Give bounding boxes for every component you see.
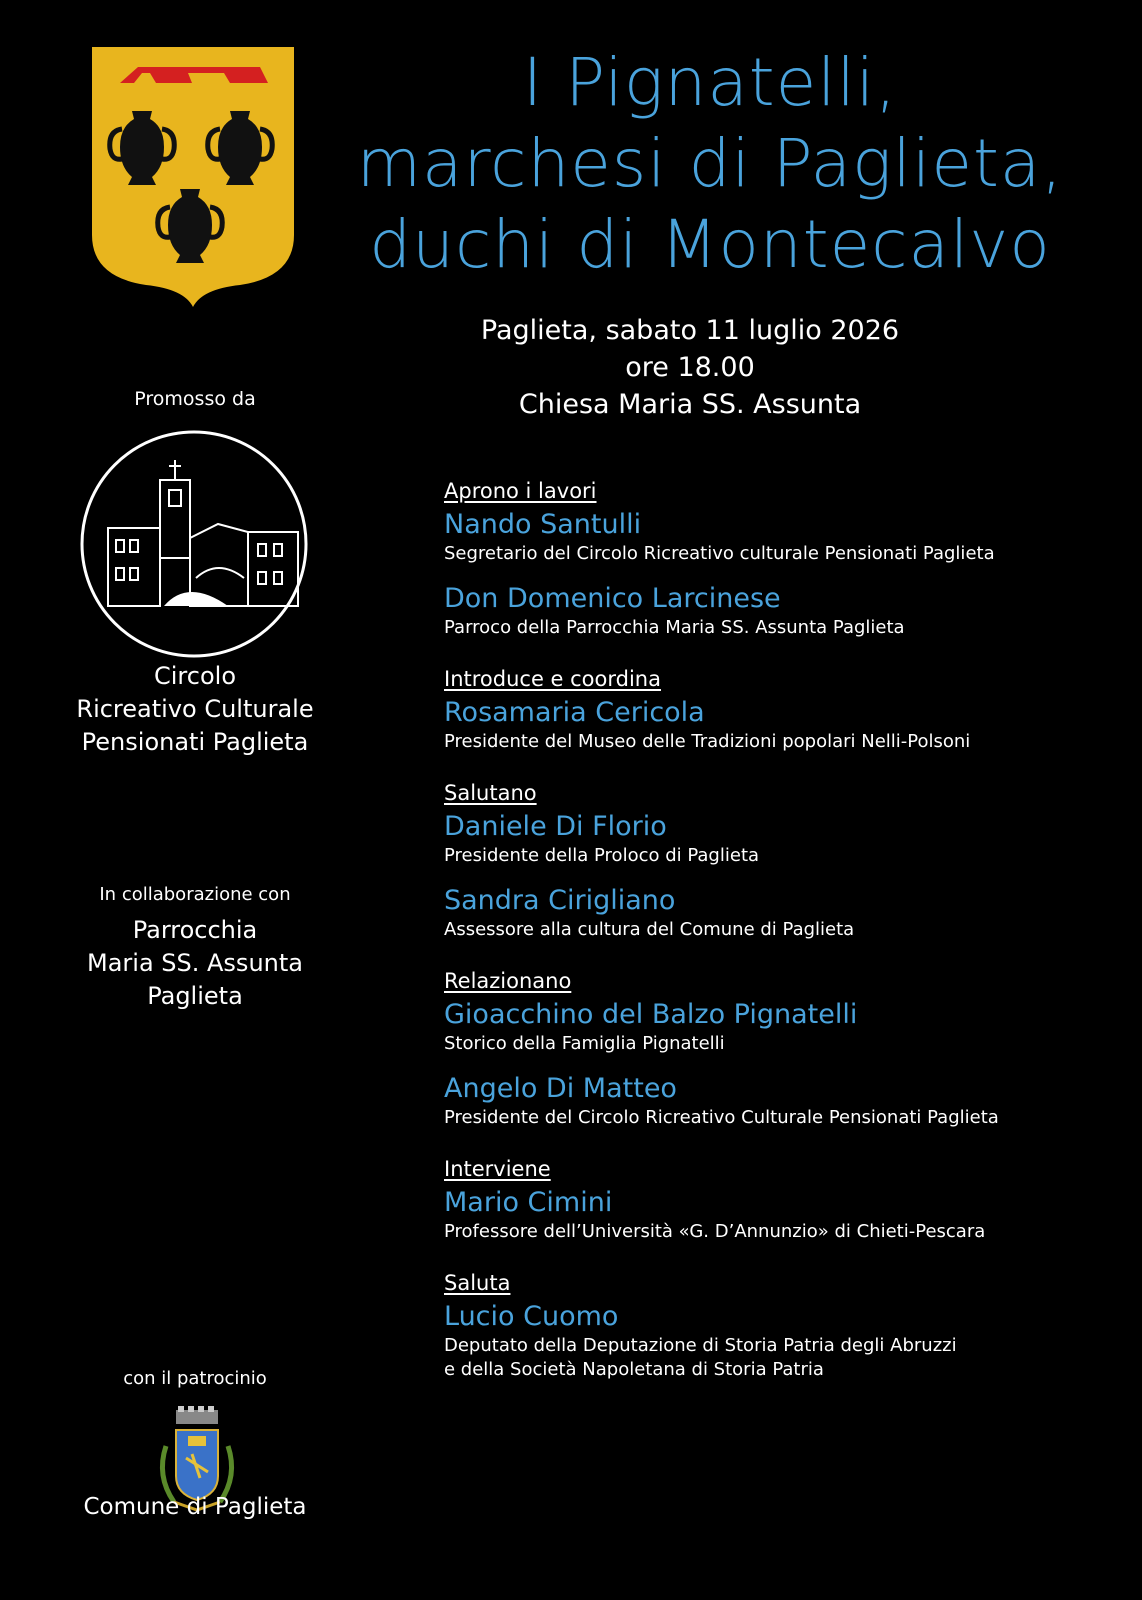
program-section: [444, 1154, 1134, 1244]
collab-line-2: Maria SS. Assunta: [87, 949, 303, 977]
speaker-role: Deputato della Deputazione di Storia Patria degli Abruzzi: [444, 1335, 957, 1356]
speaker: [444, 998, 1134, 1056]
speaker-name: Lucio Cuomo: [444, 1301, 619, 1332]
speaker-name: Mario Cimini: [444, 1187, 613, 1218]
collab-label: In collaborazione con: [99, 884, 291, 905]
speaker-role: Presidente del Circolo Ricreativo Culturale Pensionati Paglieta: [444, 1107, 999, 1128]
speaker-name: Gioacchino del Balzo Pignatelli: [444, 999, 858, 1030]
speaker-name: Daniele Di Florio: [444, 811, 667, 842]
title-line-2: marchesi di Paglieta,: [356, 125, 1064, 202]
section-title: Interviene: [444, 1157, 551, 1181]
section-title: Relazionano: [444, 969, 572, 993]
speaker-role: Storico della Famiglia Pignatelli: [444, 1033, 725, 1054]
speaker-role: Presidente della Proloco di Paglieta: [444, 845, 760, 866]
speaker: [444, 696, 1134, 754]
event-place-date: Paglieta, sabato 11 luglio 2026: [480, 315, 900, 346]
speaker-name: Rosamaria Cericola: [444, 697, 705, 728]
promoter-line-2: Ricreativo Culturale: [76, 695, 314, 723]
speaker: [444, 508, 1134, 566]
program-section: [444, 966, 1134, 1130]
speaker-name: Nando Santulli: [444, 509, 642, 540]
promoted-label: Promosso da: [134, 388, 256, 410]
program-section: [444, 1268, 1134, 1382]
speaker-role: Segretario del Circolo Ricreativo culturale Pensionati Paglieta: [444, 543, 995, 564]
speaker-name: Don Domenico Larcinese: [444, 583, 781, 614]
speaker-name: Angelo Di Matteo: [444, 1073, 677, 1104]
program-list: [444, 476, 1134, 1406]
promoter-line-3: Pensionati Paglieta: [81, 728, 309, 756]
program-section: [444, 476, 1134, 640]
title-line-1: I Pignatelli,: [522, 44, 898, 121]
section-title: Aprono i lavori: [444, 479, 597, 503]
section-title: Saluta: [444, 1271, 511, 1295]
promoter-name: [40, 660, 350, 759]
speaker: [444, 1072, 1134, 1130]
collab-line-1: Parrocchia: [132, 916, 258, 944]
patron-name: Comune di Paglieta: [83, 1494, 307, 1520]
program-section: [444, 664, 1134, 754]
event-time: ore 18.00: [625, 352, 755, 383]
event-venue: Chiesa Maria SS. Assunta: [518, 389, 862, 420]
speaker-role: Presidente del Museo delle Tradizioni popolari Nelli-Polsoni: [444, 731, 971, 752]
event-title: [300, 42, 1120, 285]
patronage-label: con il patrocinio: [123, 1368, 267, 1389]
section-title: Salutano: [444, 781, 537, 805]
title-line-3: duchi di Montecalvo: [369, 206, 1051, 283]
speaker: [444, 1186, 1134, 1244]
speaker-name: Sandra Cirigliano: [444, 885, 676, 916]
speaker-role: Assessore alla cultura del Comune di Paglieta: [444, 919, 855, 940]
event-info: [400, 312, 980, 423]
collab-name: [40, 914, 350, 1013]
circolo-logo: [78, 428, 310, 660]
speaker: [444, 810, 1134, 868]
pignatelli-coat-of-arms: [90, 45, 296, 307]
speaker-role: Parroco della Parrocchia Maria SS. Assunta Paglieta: [444, 617, 905, 638]
program-section: [444, 778, 1134, 942]
speaker: [444, 1300, 1134, 1382]
speaker-role: Professore dell’Università «G. D’Annunzio» di Chieti-Pescara: [444, 1221, 986, 1242]
speaker: [444, 884, 1134, 942]
promoter-line-1: Circolo: [154, 662, 236, 690]
speaker-role: e della Società Napoletana di Storia Patria: [444, 1359, 824, 1380]
speaker: [444, 582, 1134, 640]
section-title: Introduce e coordina: [444, 667, 661, 691]
collab-line-3: Paglieta: [147, 982, 243, 1010]
